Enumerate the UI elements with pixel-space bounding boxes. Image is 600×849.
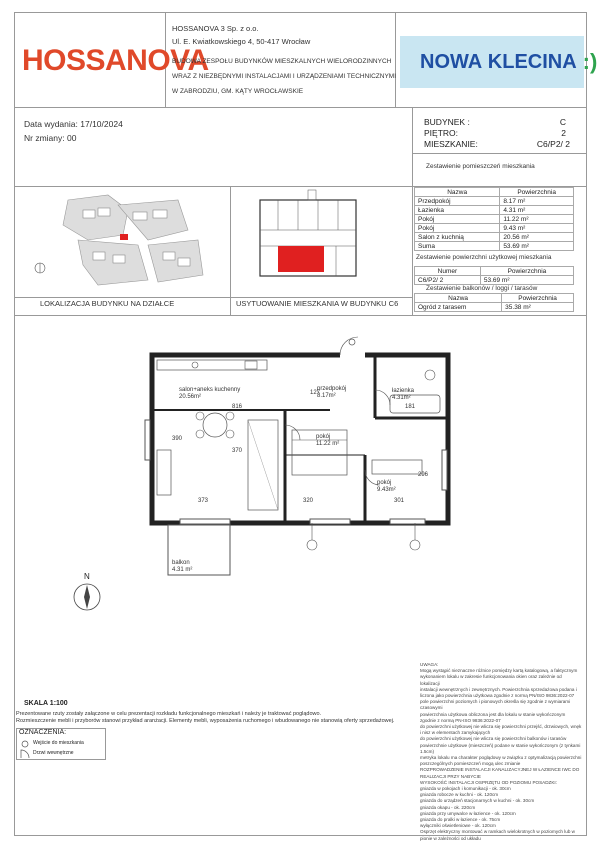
note-line: instalacji wewnętrznych i zewnętrznych. Powierzchnia sprzedażowa podana i [420, 686, 577, 692]
site-map [28, 190, 218, 290]
dimension: 181 [405, 404, 416, 410]
company-name: HOSSANOVA 3 Sp. z o.o. [172, 24, 259, 33]
notes [420, 662, 582, 841]
room-area: 11.22 m² [500, 215, 574, 224]
disclaimer-line: Rozmieszczenie mebli i przyborów stanowi przykład aranżacji. Elementy mebli, wyposażenia ruchomego i wbudowanego nie stanowią oferty sprzedażowej. [16, 718, 395, 724]
table-header: Nazwa [415, 188, 500, 197]
room-name: Pokój [415, 224, 500, 233]
disclaimer-line: Prezentowane rzuty zostały załączone w celu prezentacji rozkładu funkcjonalnego mieszkań i należy je traktować poglądowo. [16, 711, 322, 717]
smile-icon: :) [582, 49, 598, 74]
room-area: 8.17m² [317, 393, 336, 399]
room-area: 53.69 m² [500, 242, 574, 251]
notes-list [420, 668, 582, 842]
note-line: do powierzchni użytkowej nie wlicza się powierzchni przejść, drzwiowych, wnęk i nisz w elementach zamykających [420, 724, 582, 736]
table-row [415, 242, 574, 251]
north-label: N [84, 572, 90, 581]
apartment-highlight [278, 246, 324, 272]
building-label: BUDYNEK : [424, 117, 470, 127]
note-line: gniazda przy umywalce w łazience - ok. 120cm [420, 810, 516, 816]
dimension: 296 [418, 472, 429, 478]
note-line: gniazda w pokojach i komunikacji - ok. 30cm [420, 786, 511, 792]
balcony-label [172, 560, 192, 574]
project-line: WRAZ Z NIEZBĘDNYMI INSTALACJAMI I URZĄDZENIAMI TECHNICZNYMI [172, 73, 397, 80]
company-address: Ul. E. Kwiatkowskiego 4, 50-417 Wrocław [172, 37, 311, 46]
unit-label: MIESZKANIE: [424, 139, 478, 149]
unit-value: C6/P2/ 2 [536, 139, 570, 149]
table-row [415, 197, 574, 206]
room-name: łazienka [392, 388, 415, 394]
table-row [415, 276, 574, 285]
note-line: gniazda do pralki w łazience - ok. 75cm [420, 817, 501, 823]
room-area: 20.56m² [179, 394, 202, 400]
room-name: salon+aneks kuchenny [179, 387, 241, 393]
note-line: zgodnie z normą PN-ISO 9836:2022-07 [420, 717, 501, 723]
company-logo: HOSSANOVA [22, 44, 209, 77]
dimension: 320 [303, 498, 314, 504]
note-line: wykonaniem lokalu w zakresie funkcjonowania okien oraz zależnie od lokalizacji [420, 674, 562, 686]
note-line: metryka lokalu ma charakter poglądowy w związku z optymalizacją powierzchni poszczególnych pomieszczeń mogą ulec zmianie [420, 755, 582, 767]
note-line: pole powierzchni poziomych i pionowych określa się zgodnie z wymiarami czasowymi [420, 699, 571, 711]
issue-date [24, 119, 123, 129]
note-line: gniazda okapu - ok. 220cm [420, 804, 476, 810]
floor-label: PIĘTRO: [424, 128, 459, 138]
table-header: Powierzchnia [500, 188, 574, 197]
dimension: 816 [232, 404, 243, 410]
entrance-marker-icon [349, 339, 355, 345]
note-line: Osprzęt elektryczny montować w ramkach wielokrotnych w poziomych lub w pionie w zależności od układu [420, 829, 575, 841]
floor-value: 2 [561, 128, 566, 138]
project-line: BUDOWA ZESPOŁU BUDYNKÓW MIESZKALNYCH WIELORODZINNYCH [172, 58, 392, 65]
living-room-label [179, 387, 240, 401]
note-line: liczona jako powierzchnia użytkowa zgodnie z normą PN/ISO 9836:2022-07 [420, 693, 575, 699]
dimension: 390 [172, 436, 183, 442]
issue-change-value: 00 [67, 133, 77, 143]
room-name: balkon [172, 560, 190, 566]
unit-area: 53.69 m² [480, 276, 573, 285]
legend-entrance: Wejście do mieszkania [33, 740, 84, 746]
note-line: gniazda robocze w kuchni - ok. 120cm [420, 792, 499, 798]
note-line: WYSOKOŚĆ INSTALACJI OSPRZĘTU OD POZIOMU POSADZKI: [420, 779, 557, 785]
building-caption: USYTUOWANIE MIESZKANIA W BUDYNKU C6 [236, 299, 399, 308]
room-name: pokój [316, 434, 331, 440]
building-floor-thumbnail [258, 190, 360, 288]
room-name: Pokój [415, 215, 500, 224]
issue-date-value: 17/10/2024 [80, 119, 123, 129]
divider [412, 107, 413, 315]
table-header: Powierzchnia [502, 294, 574, 303]
dimension: 370 [232, 448, 243, 454]
note-line: powierzchnia użytkowa obliczona jest dla lokalu w stanie wykończonym [420, 711, 566, 717]
notes-title: UWAGA: [420, 662, 439, 667]
brand-klecina: KLECINA [487, 50, 577, 73]
usable-table-title: Zestawienie powierzchni użytkowej mieszkania [416, 254, 552, 261]
room2-label [377, 480, 396, 494]
issue-change [24, 133, 76, 143]
rooms-table [414, 187, 574, 251]
balcony-table-title: Zestawienie balkonów / loggi / tarasów [426, 285, 538, 292]
floor-plan [140, 330, 460, 580]
site-caption: LOKALIZACJA BUDYNKU NA DZIAŁCE [40, 299, 175, 308]
room-name: pokój [377, 480, 392, 486]
brand-logo [400, 36, 598, 88]
bathroom-label [392, 388, 414, 402]
building-value: C [559, 117, 566, 127]
table-header: Numer [415, 267, 481, 276]
issue-change-label: Nr zmiany: [24, 133, 65, 143]
building-highlight [120, 234, 128, 240]
room1-label [316, 434, 339, 448]
room-area: 20.56 m² [500, 233, 574, 242]
divider [230, 186, 231, 315]
disclaimer [16, 711, 406, 725]
table-row [415, 215, 574, 224]
room-area: 9.43m² [377, 487, 396, 493]
divider [14, 297, 412, 298]
note-line: Mogą wystąpić nieznaczne różnice pomiędzy kartą katalogową, a faktycznym [420, 668, 578, 674]
room-area: 4.31 m² [500, 206, 574, 215]
divider [412, 153, 587, 154]
note-line: ROZPROWADZENIE INSTALACJI KANALIZACYJNEJ W ŁAZIENCE IWC DO REALIZACJI PRZY NABYCIE [420, 767, 580, 779]
table-row [415, 224, 574, 233]
room-name: Przedpokój [415, 197, 500, 206]
dimension: 127 [310, 390, 321, 396]
note-line: gniazda do urządzeń stacjonarnych w kuchni - ok. 30cm [420, 798, 535, 804]
dimension: 373 [198, 498, 209, 504]
balcony-name: Ogród z tarasem [415, 303, 502, 312]
balcony-area: 35.38 m² [502, 303, 574, 312]
room-name: Salon z kuchnią [415, 233, 500, 242]
scale-label: SKALA 1:100 [24, 700, 68, 707]
apartment-meta [424, 117, 574, 150]
room-name: przedpokój [317, 386, 347, 392]
legend-title: OZNACZENIA: [19, 729, 67, 736]
note-line: powierzchnie użytkowe (mieszczeń) podane w stanie wykończonym (z tynkami 1.5cm) [420, 742, 581, 754]
door-icon [20, 749, 30, 759]
table-row [415, 233, 574, 242]
entrance-icon [20, 739, 30, 749]
table-row [415, 206, 574, 215]
table-header: Nazwa [415, 294, 502, 303]
room-name: Suma [415, 242, 500, 251]
usable-table [414, 266, 574, 285]
company-info [172, 22, 310, 48]
room-name: Łazienka [415, 206, 500, 215]
unit-number: C6/P2/ 2 [415, 276, 481, 285]
hall-label [317, 386, 346, 400]
project-description [172, 54, 396, 99]
room-area: 8.17 m² [500, 197, 574, 206]
balcony-table [414, 293, 574, 312]
room-area: 4.31 m² [172, 567, 193, 573]
room-area: 4.31m² [392, 395, 411, 401]
divider [14, 315, 587, 316]
table-row [415, 303, 574, 312]
issue-date-label: Data wydania: [24, 119, 78, 129]
room-area: 9.43 m² [500, 224, 574, 233]
compass-icon [72, 582, 102, 612]
brand-nowa: NOWA [420, 50, 483, 73]
note-line: wyłączniki oświetleniowe - ok. 120cm [420, 823, 496, 829]
legend-door: Drzwi wewnętrzne [33, 750, 74, 756]
rooms-table-title: Zestawienie pomieszczeń mieszkania [426, 163, 535, 170]
divider [14, 107, 587, 108]
project-line: W ZABRODZIU, GM. KĄTY WROCŁAWSKIE [172, 88, 304, 95]
note-line: do powierzchni użytkowej nie wlicza się powierzchni balkonów i tarasów [420, 736, 567, 742]
room-area: 11.22 m² [316, 441, 340, 447]
table-header: Powierzchnia [480, 267, 573, 276]
dimension: 301 [394, 498, 405, 504]
